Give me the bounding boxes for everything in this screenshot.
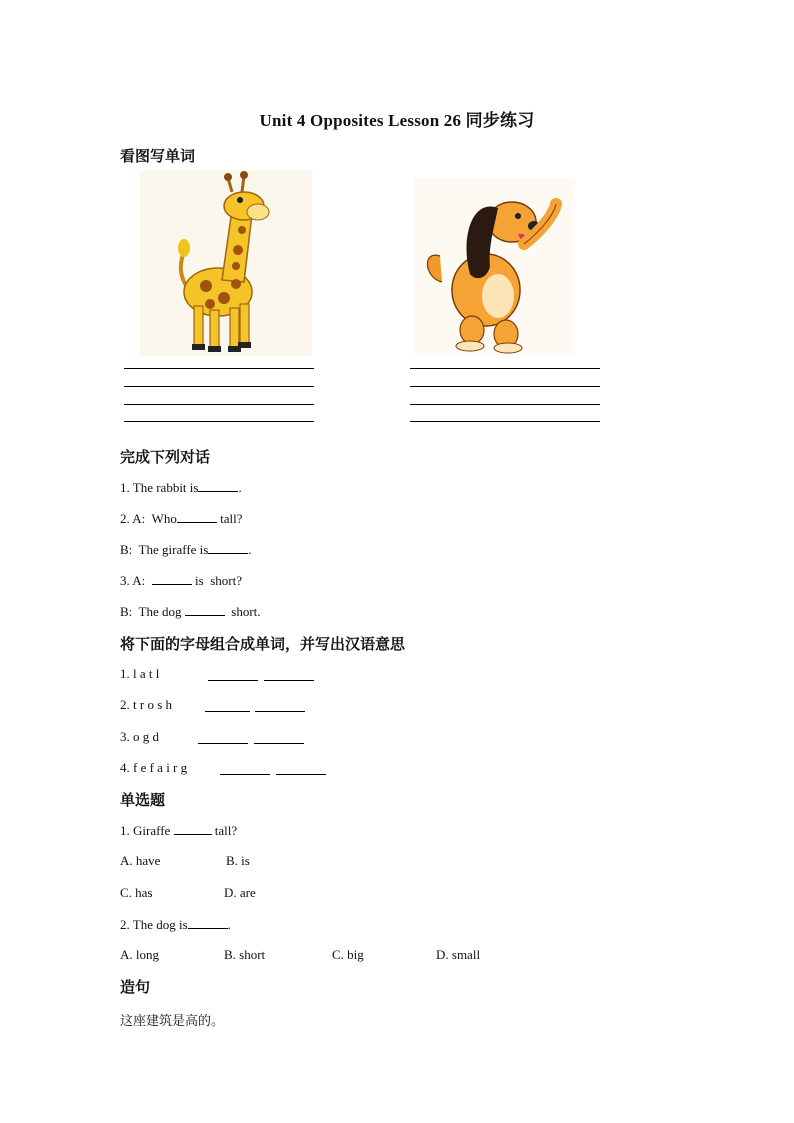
writing-line[interactable]	[410, 368, 600, 369]
sentence-prompt: 这座建筑是高的。	[120, 1014, 225, 1029]
dialogue-line-2: 2. A: Who tall?	[120, 511, 243, 526]
answer-blank[interactable]	[152, 572, 192, 585]
dialogue-line-4: 3. A: is short?	[120, 573, 242, 588]
answer-blank[interactable]	[188, 916, 228, 929]
scramble-item: 1. l a t l	[120, 666, 160, 681]
option-b[interactable]: B. short	[224, 947, 266, 962]
dialogue-line-5: B: The dog short.	[120, 604, 261, 619]
scramble-item: 3. o g d	[120, 729, 159, 744]
writing-line[interactable]	[410, 386, 600, 387]
writing-line[interactable]	[410, 421, 600, 422]
answer-blank[interactable]	[174, 822, 212, 835]
giraffe-image	[140, 170, 312, 356]
answer-blank[interactable]	[177, 510, 217, 523]
meaning-blank[interactable]	[264, 680, 314, 681]
word-blank[interactable]	[198, 743, 248, 744]
option-c[interactable]: C. big	[332, 947, 364, 962]
word-blank[interactable]	[220, 774, 270, 775]
section-heading-scramble: 将下面的字母组合成单词，并写出汉语意思	[120, 635, 406, 653]
writing-line[interactable]	[410, 404, 600, 405]
word-blank[interactable]	[208, 680, 258, 681]
writing-line[interactable]	[124, 421, 314, 422]
choice-question-1: 1. Giraffe tall?	[120, 823, 238, 838]
option-a[interactable]: A. long	[120, 947, 159, 962]
option-b[interactable]: B. is	[226, 853, 250, 868]
answer-blank[interactable]	[185, 603, 225, 616]
page-title: Unit 4 Opposites Lesson 26 同步练习	[259, 111, 535, 130]
dialogue-line-3: B: The giraffe is .	[120, 542, 252, 557]
option-c[interactable]: C. has	[120, 885, 153, 900]
scramble-item: 4. f e f a i r g	[120, 760, 188, 775]
dog-image	[414, 178, 574, 354]
meaning-blank[interactable]	[255, 711, 305, 712]
word-blank[interactable]	[205, 711, 250, 712]
section-heading-dialogue: 完成下列对话	[120, 448, 211, 466]
answer-blank[interactable]	[198, 479, 238, 492]
meaning-blank[interactable]	[254, 743, 304, 744]
section-heading-picture-words: 看图写单词	[120, 147, 196, 165]
option-d[interactable]: D. small	[436, 947, 481, 962]
writing-line[interactable]	[124, 368, 314, 369]
meaning-blank[interactable]	[276, 774, 326, 775]
section-heading-multiple-choice: 单选题	[120, 791, 166, 809]
dialogue-line-1: 1. The rabbit is .	[120, 480, 242, 495]
writing-line[interactable]	[124, 404, 314, 405]
option-d[interactable]: D. are	[224, 885, 256, 900]
writing-line[interactable]	[124, 386, 314, 387]
choice-question-2: 2. The dog is .	[120, 917, 231, 932]
option-a[interactable]: A. have	[120, 853, 161, 868]
section-heading-sentence: 造句	[120, 978, 151, 996]
answer-blank[interactable]	[208, 541, 248, 554]
scramble-item: 2. t r o s h	[120, 697, 172, 712]
